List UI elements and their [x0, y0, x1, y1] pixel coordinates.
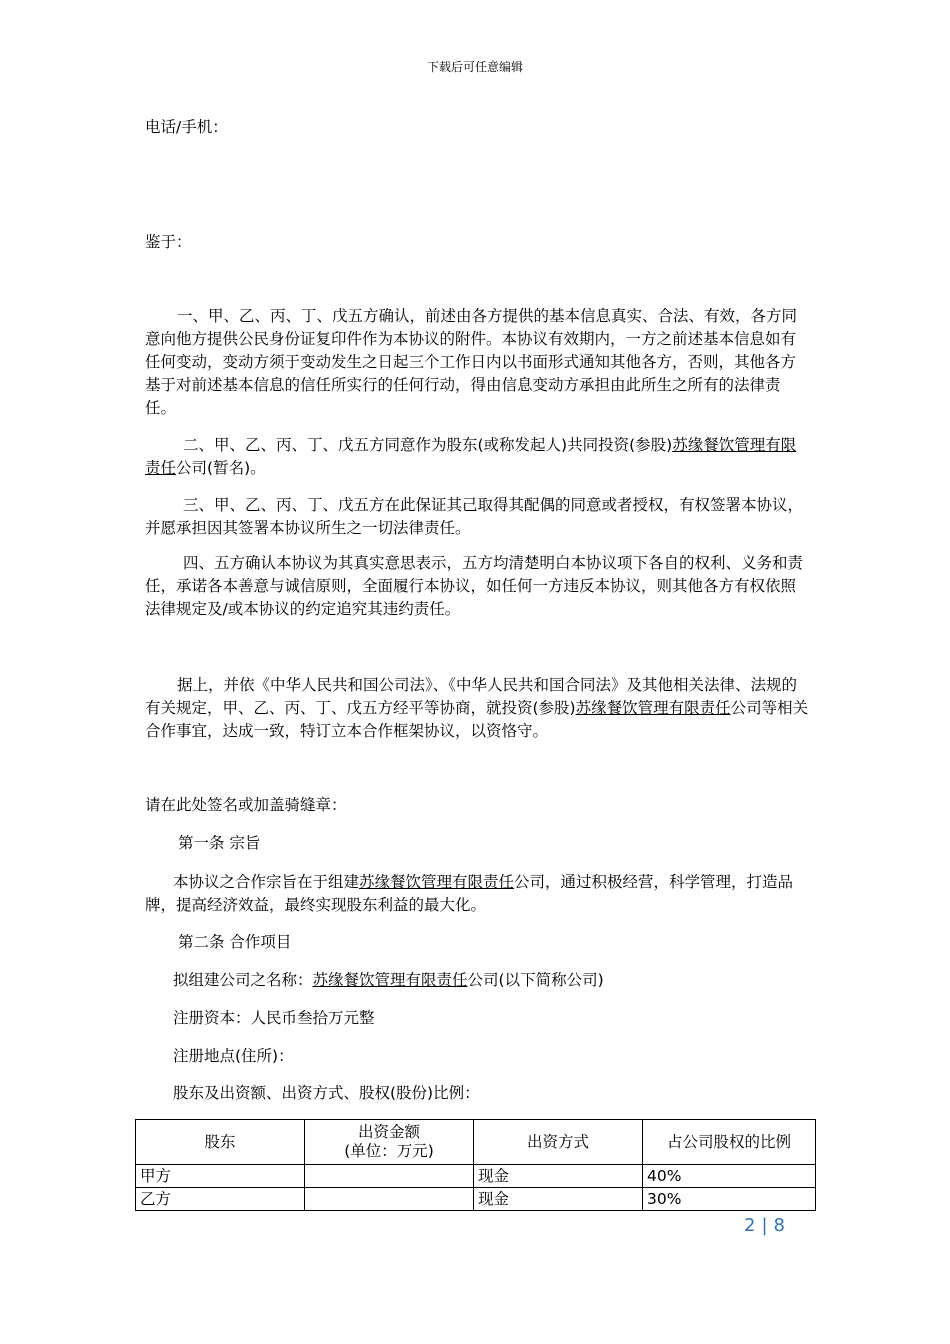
header-amount: 出资金额 (单位：万元)	[305, 1120, 474, 1165]
clause-four: 四、五方确认本协议为其真实意思表示，五方均清楚明白本协议项下各自的权利、义务和责任，承诺各本善意与诚信原则，全面履行本协议，如任何一方违反本协议，则其他各方有权依照法律规定及/或本协议的约定追究其违约责任。	[145, 554, 804, 618]
cell-ratio: 40%	[643, 1165, 816, 1188]
header-method: 出资方式	[474, 1120, 643, 1165]
clause-two: 二、甲、乙、丙、丁、戊五方同意作为股东(或称发起人)共同投资(参股)苏缘餐饮管理有限责任公司(暂名)。	[145, 436, 797, 477]
whereas-label: 鉴于：	[145, 233, 192, 251]
table-header-row	[136, 1120, 816, 1165]
basis-paragraph: 据上，并依《中华人民共和国公司法》、《中华人民共和国合同法》及其他相关法律、法规的有关规定，甲、乙、丙、丁、戊五方经平等协商，就投资(参股)苏缘餐饮管理有限责任公司等相关合作事宜，达成一致，特订立本合作框架协议，以资恪守。	[145, 676, 809, 740]
clause-three: 三、甲、乙、丙、丁、戊五方在此保证其己取得其配偶的同意或者授权，有权签署本协议，并愿承担因其签署本协议所生之一切法律责任。	[145, 496, 804, 537]
cell-holder: 乙方	[136, 1188, 305, 1211]
header-holder: 股东	[136, 1120, 305, 1165]
shareholder-table	[135, 1119, 816, 1211]
table-row	[136, 1188, 816, 1211]
cell-holder: 甲方	[136, 1165, 305, 1188]
article-one-body: 本协议之合作宗旨在于组建苏缘餐饮管理有限责任公司，通过积极经营，科学管理，打造品牌，提高经济效益，最终实现股东利益的最大化。	[145, 873, 794, 914]
company-name: 苏缘餐饮管理有限责任	[145, 436, 797, 477]
company-name: 苏缘餐饮管理有限责任	[575, 699, 731, 717]
company-name: 苏缘餐饮管理有限责任	[312, 971, 468, 989]
cell-method: 现金	[474, 1188, 643, 1211]
cell-ratio: 30%	[643, 1188, 816, 1211]
article-two-title: 第二条 合作项目	[178, 933, 292, 951]
registered-capital: 注册资本：人民币叁拾万元整	[173, 1009, 375, 1027]
page-number: 2 | 8	[744, 1215, 785, 1236]
clause-one: 一、甲、乙、丙、丁、戊五方确认，前述由各方提供的基本信息真实、合法、有效，各方同意向他方提供公民身份证复印件作为本协议的附件。本协议有效期内，一方之前述基本信息如有任何变动，变动方须于变动发生之日起三个工作日内以书面形式通知其他各方，否则，其他各方基于对前述基本信息的信任所实行的任何行动，得由信息变动方承担由此所生之所有的法律责任。	[145, 307, 798, 417]
company-name: 苏缘餐饮管理有限责任	[359, 873, 515, 891]
phone-label: 电话/手机：	[145, 118, 228, 136]
sign-note: 请在此处签名或加盖骑缝章：	[145, 796, 347, 814]
header-note: 下载后可任意编辑	[426, 60, 523, 74]
header-ratio: 占公司股权的比例	[643, 1120, 816, 1165]
cell-method: 现金	[474, 1165, 643, 1188]
article-one-title: 第一条 宗旨	[178, 834, 261, 852]
shares-label: 股东及出资额、出资方式、股权(股份)比例：	[173, 1084, 480, 1102]
table-row	[136, 1165, 816, 1188]
cell-amount	[305, 1188, 474, 1211]
cell-amount	[305, 1165, 474, 1188]
company-name-line: 拟组建公司之名称：苏缘餐饮管理有限责任公司(以下简称公司)	[173, 971, 604, 989]
registered-address: 注册地点(住所)：	[173, 1047, 294, 1065]
